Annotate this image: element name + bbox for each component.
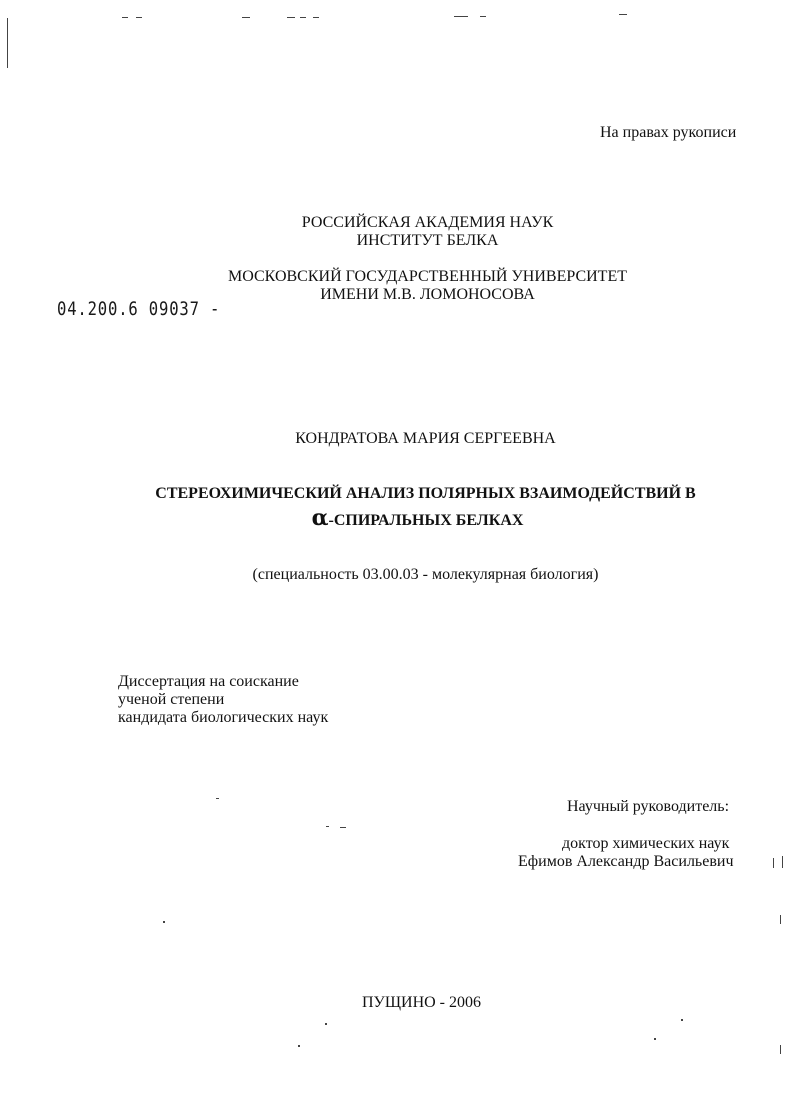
scan-edge-line: [780, 915, 781, 924]
registration-stamp: 04.200.6 09037 -: [57, 298, 221, 320]
scan-dash: [313, 17, 319, 18]
thesis-title-line2-text: -СПИРАЛЬНЫХ БЕЛКАХ: [328, 512, 524, 529]
degree-line1: Диссертация на соискание: [118, 673, 299, 690]
author-name: КОНДРАТОВА МАРИЯ СЕРГЕЕВНА: [295, 430, 556, 447]
scan-dot: [163, 921, 165, 923]
scan-edge-line: [782, 856, 783, 868]
scan-dash: [122, 17, 128, 18]
supervisor-label: Научный руководитель:: [567, 798, 730, 815]
scan-dash: [287, 17, 295, 18]
scan-edge-line: [773, 858, 774, 868]
scan-edge-line: [780, 1045, 781, 1054]
scan-edge-line: [7, 18, 8, 68]
scan-dot: [681, 1019, 683, 1021]
thesis-title-line1: [28, 485, 795, 503]
scan-dot: [216, 798, 219, 799]
academy-name: РОССИЙСКАЯ АКАДЕМИЯ НАУК: [301, 214, 554, 231]
thesis-title-line2: [20, 505, 795, 531]
scan-dash: [480, 16, 486, 17]
scan-dash: [136, 17, 142, 18]
scan-dot: [340, 827, 346, 828]
scan-dash: [300, 17, 306, 18]
scan-dot: [298, 1045, 300, 1047]
alpha-symbol: α: [311, 505, 329, 531]
degree-line3: кандидата биологических наук: [118, 709, 329, 726]
institute-name: ИНСТИТУТ БЕЛКА: [356, 232, 499, 249]
scan-dot: [326, 826, 329, 827]
university-name-line2: ИМЕНИ М.В. ЛОМОНОСОВА: [320, 286, 535, 303]
scan-dot: [325, 1023, 327, 1025]
scan-dash: [242, 17, 250, 18]
degree-line2: ученой степени: [118, 691, 225, 708]
scan-dash: [454, 16, 468, 17]
scan-dash: [619, 14, 627, 15]
scan-dot: [654, 1038, 656, 1040]
university-name-line1: МОСКОВСКИЙ ГОСУДАРСТВЕННЫЙ УНИВЕРСИТЕТ: [228, 268, 627, 285]
thesis-title-line1-text: СТЕРЕОХИМИЧЕСКИЙ АНАЛИЗ ПОЛЯРНЫХ ВЗАИМОДЕЙСТВИЙ В: [155, 485, 696, 502]
supervisor-name: Ефимов Александр Васильевич: [518, 853, 734, 870]
specialty-line: (специальность 03.00.03 - молекулярная биология): [252, 566, 599, 583]
city-year: ПУЩИНО - 2006: [361, 994, 481, 1011]
manuscript-rights-note: На правах рукописи: [600, 124, 737, 141]
supervisor-degree: доктор химических наук: [562, 835, 730, 852]
